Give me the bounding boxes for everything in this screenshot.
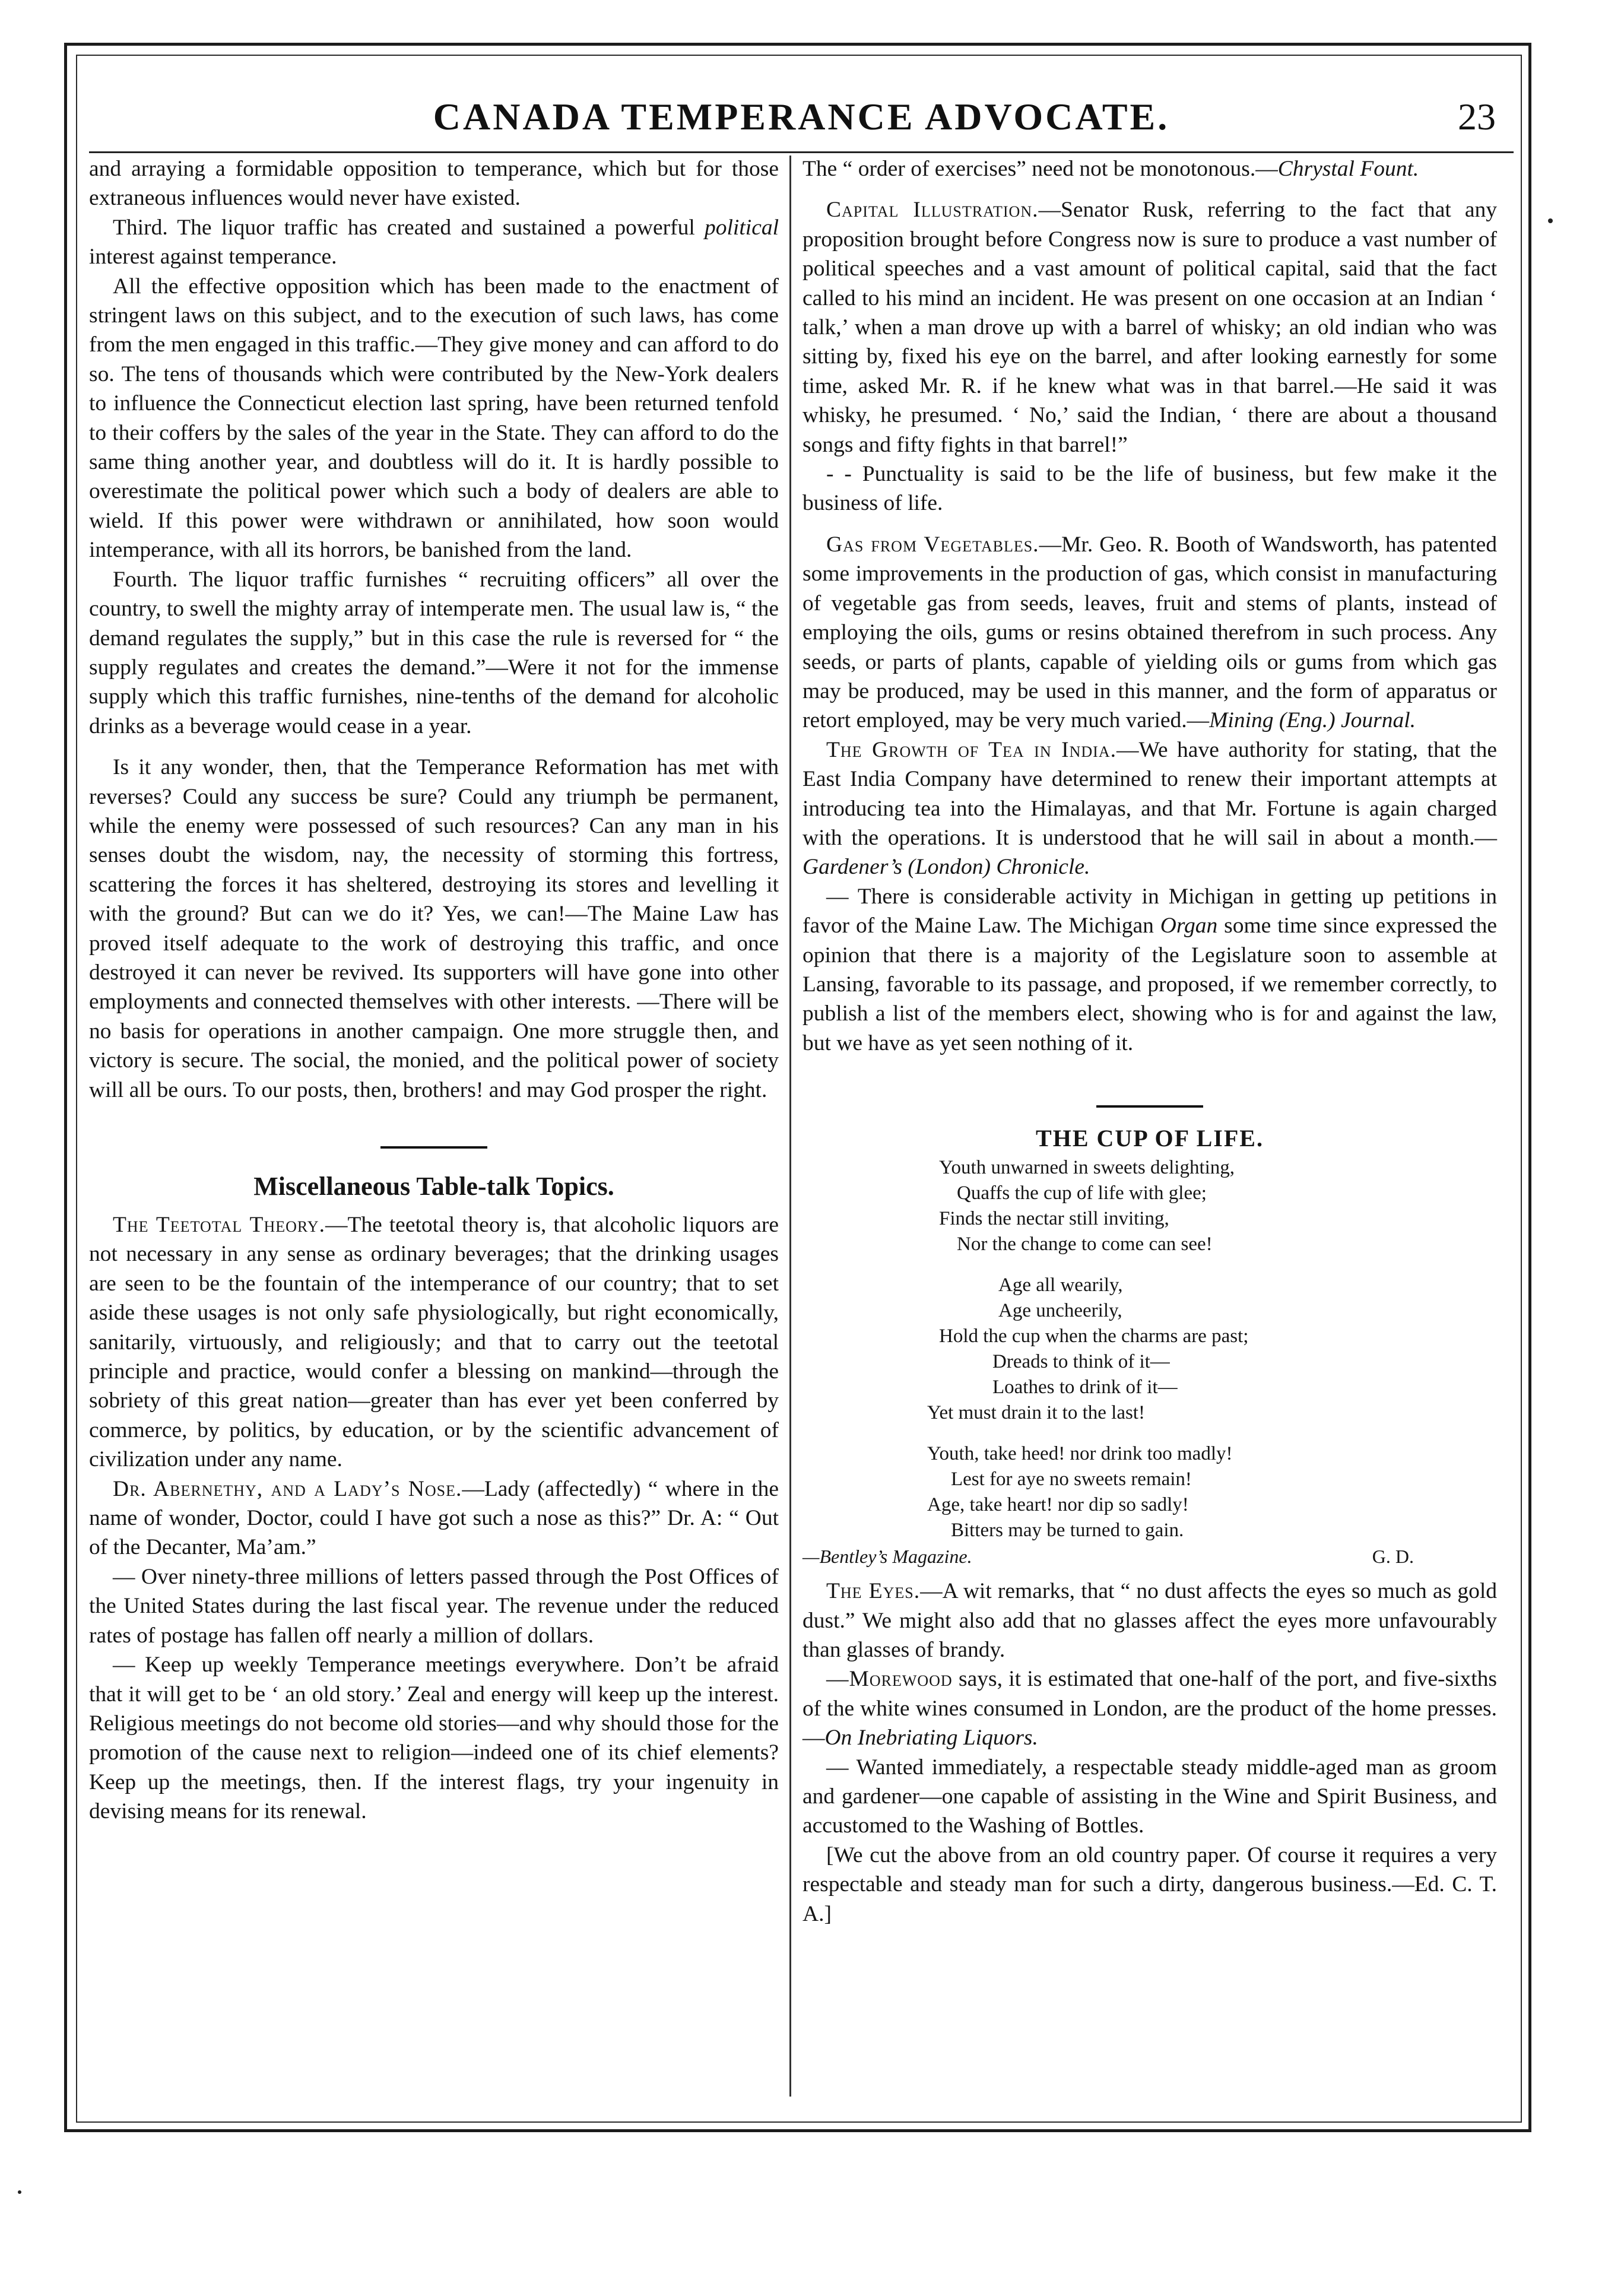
paragraph-intro: and arraying a formidable opposition to temperance, which but for those extraneous influences would never have existed. [89, 157, 779, 211]
third-italic: political [705, 215, 779, 240]
third-text: The liquor traffic has created and sustained a powerful [177, 215, 695, 240]
michigan-italic: Organ [1160, 914, 1218, 938]
abernethy-label: Dr. Abernethy, and a Lady’s Nose. [113, 1476, 462, 1501]
teetotal-text: —The teetotal theory is, that alcoholic liquors are not necessary in any sense as ordinary beverages; that the drinking usages are seen to be the fountain of the intemperance of our country; that to set aside these usages is not only safe physiologically, but right economically, sanitarily, virtuously, and religiously; and that to carry out the teetotal principle and practice, would confer a blessing on mankind—through the sobriety of this great nation—greater than has ever yet been conferred by commerce, by politics, by education, or by the scientific advancement of civilization under any name. [89, 1213, 779, 1472]
paragraph-teetotal [89, 1210, 779, 1474]
third-label: Third. [113, 215, 168, 240]
paragraph-is-it: Is it any wonder, then, that the Temperance Reformation has met with reverses? Could any success be sure? Could any triumph be permanent, while the enemy were possessed of such resources? Can any man in his senses doubt the wisdom, nay, the necessity of storming this fortress, scattering the forces it has sheltered, destroying its stores and levelling it with the ground? But can we do it? Yes, we can!—The Maine Law has proved itself adequate to the work of destroying this traffic, and once destroyed it can never be revived. Its supporters will have gone into other employments and connected themselves with other interests. —There will be no basis for operations in another campaign. One more struggle then, and victory is secure. The social, the monied, and the political power of society will all be ours. To our posts, then, brothers! and may God prosper the right. [89, 755, 779, 1102]
poem-line: Age uncheerily, [998, 1300, 1122, 1322]
poem-line: Age, take heart! nor dip so sadly! [927, 1494, 1189, 1516]
gas-label: Gas from Vegetables. [826, 532, 1039, 557]
poem-line: Youth unwarned in sweets delighting, [939, 1157, 1235, 1179]
poem-line: Yet must drain it to the last! [927, 1402, 1145, 1424]
poem-line: Age all wearily, [998, 1274, 1123, 1296]
paragraph-eyes [802, 1577, 1497, 1664]
page-header [89, 95, 1514, 148]
right-column [802, 154, 1497, 2101]
paragraph-all-effective: All the effective opposition which has been made to the enactment of stringent laws on this subject, and to the execution of such laws, has come from the men engaged in this traffic.—They give money and can afford to do so. The tens of thousands which were contributed by the New-York dealers to influence the Connecticut election last spring, have been returned tenfold to their coffers by the sales of the year in the State. They can afford to do the same thing another year, and doubtless will do it. It is hardly possible to overestimate the political power which such a body of dealers are able to wield. If this power were withdrawn or annihilated, how soon would intemperance, with all its horrors, be banished from the land. [89, 274, 779, 563]
paragraph-abernethy [89, 1474, 779, 1562]
poem-attribution [802, 1543, 1497, 1569]
page-number: 23 [1458, 96, 1496, 138]
fourth-label: Fourth. [113, 567, 178, 592]
print-speck [18, 2190, 21, 2194]
paragraph-punctuality: - - Punctuality is said to be the life of business, but few make it the business of life. [802, 462, 1497, 516]
poem-line: Dreads to think of it— [992, 1351, 1170, 1373]
tea-label: The Growth of Tea in India. [826, 737, 1116, 762]
michigan-text-a: — There is considerable activity in Michigan in getting up petitions in favor of the Maine Law. The Michigan [802, 884, 1497, 938]
publication-title: CANADA TEMPERANCE ADVOCATE. [433, 96, 1170, 138]
section-heading-misc: Miscellaneous Table-talk Topics. [253, 1172, 614, 1201]
poem-line: Finds the nectar still inviting, [939, 1208, 1169, 1230]
paragraph-wanted: — Wanted immediately, a respectable steady middle-aged man as groom and gardener—one capable of assisting in the Wine and Spirit Business, and accustomed to the Washing of Bottles. [802, 1755, 1497, 1838]
column-rule [789, 156, 791, 2097]
eyes-text: —A wit remarks, that “ no dust affects the eyes so much as gold dust.” We might also add that no glasses affect the eyes more unfavourably than glasses of brandy. [802, 1579, 1497, 1662]
left-column [89, 154, 779, 2101]
poem-line: Loathes to drink of it— [992, 1377, 1178, 1398]
tea-source: Gardener’s (London) Chronicle. [802, 855, 1090, 880]
paragraph-michigan [802, 882, 1497, 1058]
paragraph-third [89, 213, 779, 272]
poem-line: Quaffs the cup of life with glee; [957, 1182, 1207, 1204]
header-rule [89, 151, 1514, 153]
order-text: The “ order of exercises” need not be monotonous.— [802, 157, 1278, 181]
paragraph-tea [802, 735, 1497, 882]
poem-source: —Bentley’s Magazine. [802, 1546, 972, 1568]
poem-line: Lest for aye no sweets remain! [951, 1469, 1192, 1491]
paragraph-letters: — Over ninety-three millions of letters passed through the Post Offices of the United States during the last fiscal year. The revenue under the reduced rates of postage has fallen off nearly a million of dollars. [89, 1564, 779, 1648]
michigan-text-b: some time since expressed the opinion that there is a majority of the Legislature soon to assemble at Lansing, favorable to its passage, and proposed, if we remember correctly, to publish a list of the members elect, showing who is for and against the law, but we have as yet seen nothing of it. [802, 914, 1498, 1055]
paragraph-morewood [802, 1664, 1497, 1752]
morewood-label: —Morewood [826, 1667, 953, 1692]
tea-text: —We have authority for stating, that the East India Company have determined to renew their important attempts at introducing tea into the Himalayas, and that Mr. Fortune is again charged with the operations. It is understood that he will sail in about a month.— [802, 737, 1497, 850]
poem-line: Hold the cup when the charms are past; [939, 1325, 1249, 1347]
poem-initials: G. D. [1372, 1546, 1414, 1568]
paragraph-gas [802, 530, 1497, 735]
fourth-text: The liquor traffic furnishes “ recruiting officers” all over the country, to swell the mighty array of intemperate men. The usual law is, “ the demand regulates the supply,” but in this case the rule is reversed for “ the supply regulates and creates the demand.”—Were it not for the immense supply which this traffic furnishes, nine-tenths of the demand for alcoholic drinks as a beverage would cease in a year. [89, 567, 779, 738]
abernethy-text: —Lady (affectedly) “ where in the name of wonder, Doctor, could I have got such a nose as this?” Dr. A: “ Out of the Decanter, Ma’am.” [89, 1476, 779, 1560]
morewood-text: says, it is estimated that one-half of the port, and five-sixths of the white wines consumed in London, are the product of the home presses.— [802, 1667, 1497, 1750]
gas-text: —Mr. Geo. R. Booth of Wandsworth, has patented some improvements in the production of gas, which consist in manufacturing of vegetable gas from seeds, leaves, fruit and stems of plants, instead of employing the oils, gums or resins obtained therefrom in such process. Any seeds, or parts of plants, capable of yielding oils or gums from which gas may be produced, may be used in this manner, and the form of apparatus or retort employed, may be very much varied.— [802, 532, 1497, 733]
poem-line: Bitters may be turned to gain. [951, 1520, 1184, 1542]
eyes-label: The Eyes. [826, 1579, 921, 1604]
paragraph-capital [802, 195, 1497, 459]
poem-line: Youth, take heed! nor drink too madly! [927, 1443, 1233, 1465]
capital-label: Capital Illustration. [826, 198, 1039, 223]
poem-line: Nor the change to come can see! [957, 1233, 1213, 1255]
print-speck [1548, 218, 1553, 223]
paragraph-editor-note: [We cut the above from an old country paper. Of course it requires a very respectable and steady man for such a dirty, dangerous business.—Ed. C. T. A.] [802, 1842, 1497, 1926]
third-tail: interest against temperance. [89, 245, 337, 269]
poem-body [802, 1155, 1497, 1543]
poem-title: THE CUP OF LIFE. [1036, 1125, 1264, 1152]
teetotal-label: The Teetotal Theory. [113, 1213, 325, 1237]
order-source: Chrystal Fount. [1277, 157, 1419, 181]
morewood-source: On Inebriating Liquors. [824, 1726, 1038, 1750]
paragraph-order [802, 154, 1497, 183]
paragraph-fourth [89, 565, 779, 741]
gas-source: Mining (Eng.) Journal. [1209, 708, 1416, 733]
paragraph-keep-up: — Keep up weekly Temperance meetings everywhere. Don’t be afraid that it will get to be ‘ an old story.’ Zeal and energy will keep up the interest. Religious meetings do not become old stories—and why should those for the promotion of the cause next to religion—indeed one of its chief elements? Keep up the meetings, then. If the interest flags, try your ingenuity in devising means for its renewal. [89, 1653, 779, 1824]
capital-text: —Senator Rusk, referring to the fact that any proposition brought before Congress now is sure to produce a vast number of political speeches and a vast amount of political capital, said that the fact called to his mind an incident. He was present on one occasion at an Indian ‘ talk,’ when a man drove up with a barrel of whisky; an old indian who was sitting by, fixed his eye on the barrel, and after looking earnestly for some time, asked Mr. R. if he knew what was in that barrel.—He said it was whisky, he presumed. ‘ No,’ said the Indian, ‘ there are about a thousand songs and fifty fights in that barrel!” [802, 198, 1497, 457]
